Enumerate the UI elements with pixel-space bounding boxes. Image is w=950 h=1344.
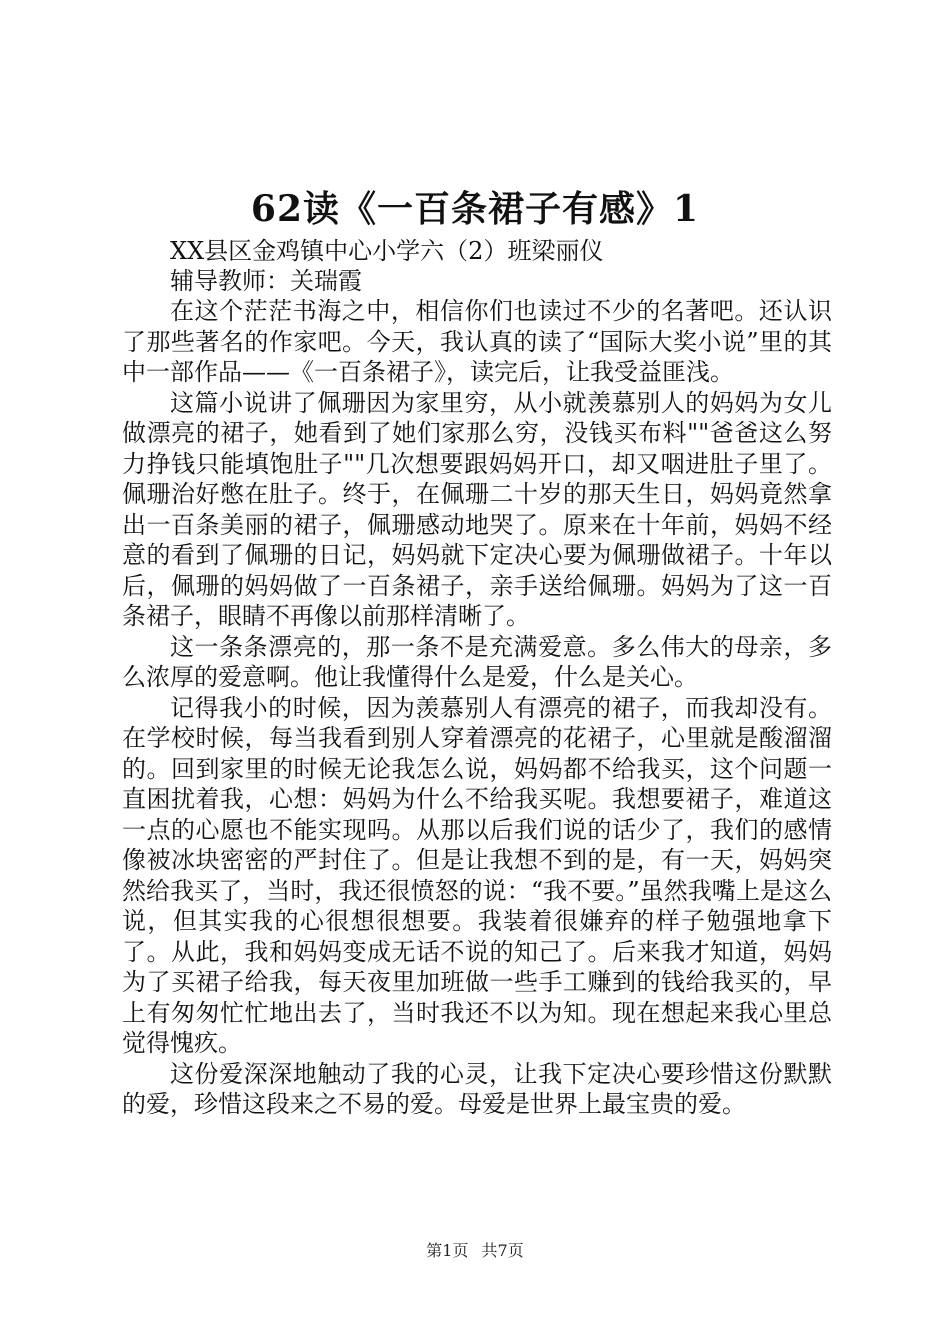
document-title: 62读《一百条裙子有感》1 <box>250 188 700 230</box>
paragraph: 这一条条漂亮的，那一条不是充满爱意。多么伟大的母亲，多么浓厚的爱意啊。他让我懂得什么是爱，什么是关心。 <box>122 632 832 691</box>
paragraph: 这份爱深深地触动了我的心灵，让我下定决心要珍惜这份默默的爱，珍惜这段来之不易的爱。母爱是世界上最宝贵的爱。 <box>122 1059 832 1118</box>
page-footer <box>0 1240 950 1262</box>
paragraph: 记得我小的时候，因为羡慕别人有漂亮的裙子，而我却没有。在学校时候，每当我看到别人穿着漂亮的花裙子，心里就是酸溜溜的。回到家里的时候无论我怎么说，妈妈都不给我买，这个问题一直困扰着我，心想：妈妈为什么不给我买呢。我想要裙子，难道这一点的心愿也不能实现吗。从那以后我们说的话少了，我们的感情像被冰块密密的严封住了。但是让我想不到的是，有一天，妈妈突然给我买了，当时，我还很愤怒的说：“我不要。”虽然我嘴上是这么说，但其实我的心很想很想要。我装着很嫌弃的样子勉强地拿下了。从此，我和妈妈变成无话不说的知己了。后来我才知道，妈妈为了买裙子给我，每天夜里加班做一些手工赚到的钱给我买的，早上有匆匆忙忙地出去了，当时我还不以为知。现在想起来我心里总觉得愧疚。 <box>122 693 832 1057</box>
paragraph: 这篇小说讲了佩珊因为家里穷，从小就羡慕别人的妈妈为女儿做漂亮的裙子，她看到了她们家那么穷，没钱买布料""爸爸这么努力挣钱只能填饱肚子""几次想要跟妈妈开口，却又咽进肚子里了。佩珊治好憋在肚子。终于，在佩珊二十岁的那天生日，妈妈竟然拿出一百条美丽的裙子，佩珊感动地哭了。原来在十年前，妈妈不经意的看到了佩珊的日记，妈妈就下定决心要为佩珊做裙子。十年以后，佩珊的妈妈做了一百条裙子，亲手送给佩珊。妈妈为了这一百条裙子，眼睛不再像以前那样清晰了。 <box>122 388 832 630</box>
page-total: 共7页 <box>481 1241 524 1260</box>
document-body <box>122 236 832 1120</box>
teacher-line: 辅导教师：关瑞霞 <box>170 267 362 295</box>
paragraph: 在这个茫茫书海之中，相信你们也读过不少的名著吧。还认识了那些著名的作家吧。今天，我认真的读了“国际大奖小说”里的其中一部作品——《一百条裙子》，读完后，让我受益匪浅。 <box>122 297 832 386</box>
page-number: 第1页 <box>426 1241 469 1260</box>
author-line: XX县区金鸡镇中心小学六（2）班梁丽仪 <box>170 237 604 265</box>
